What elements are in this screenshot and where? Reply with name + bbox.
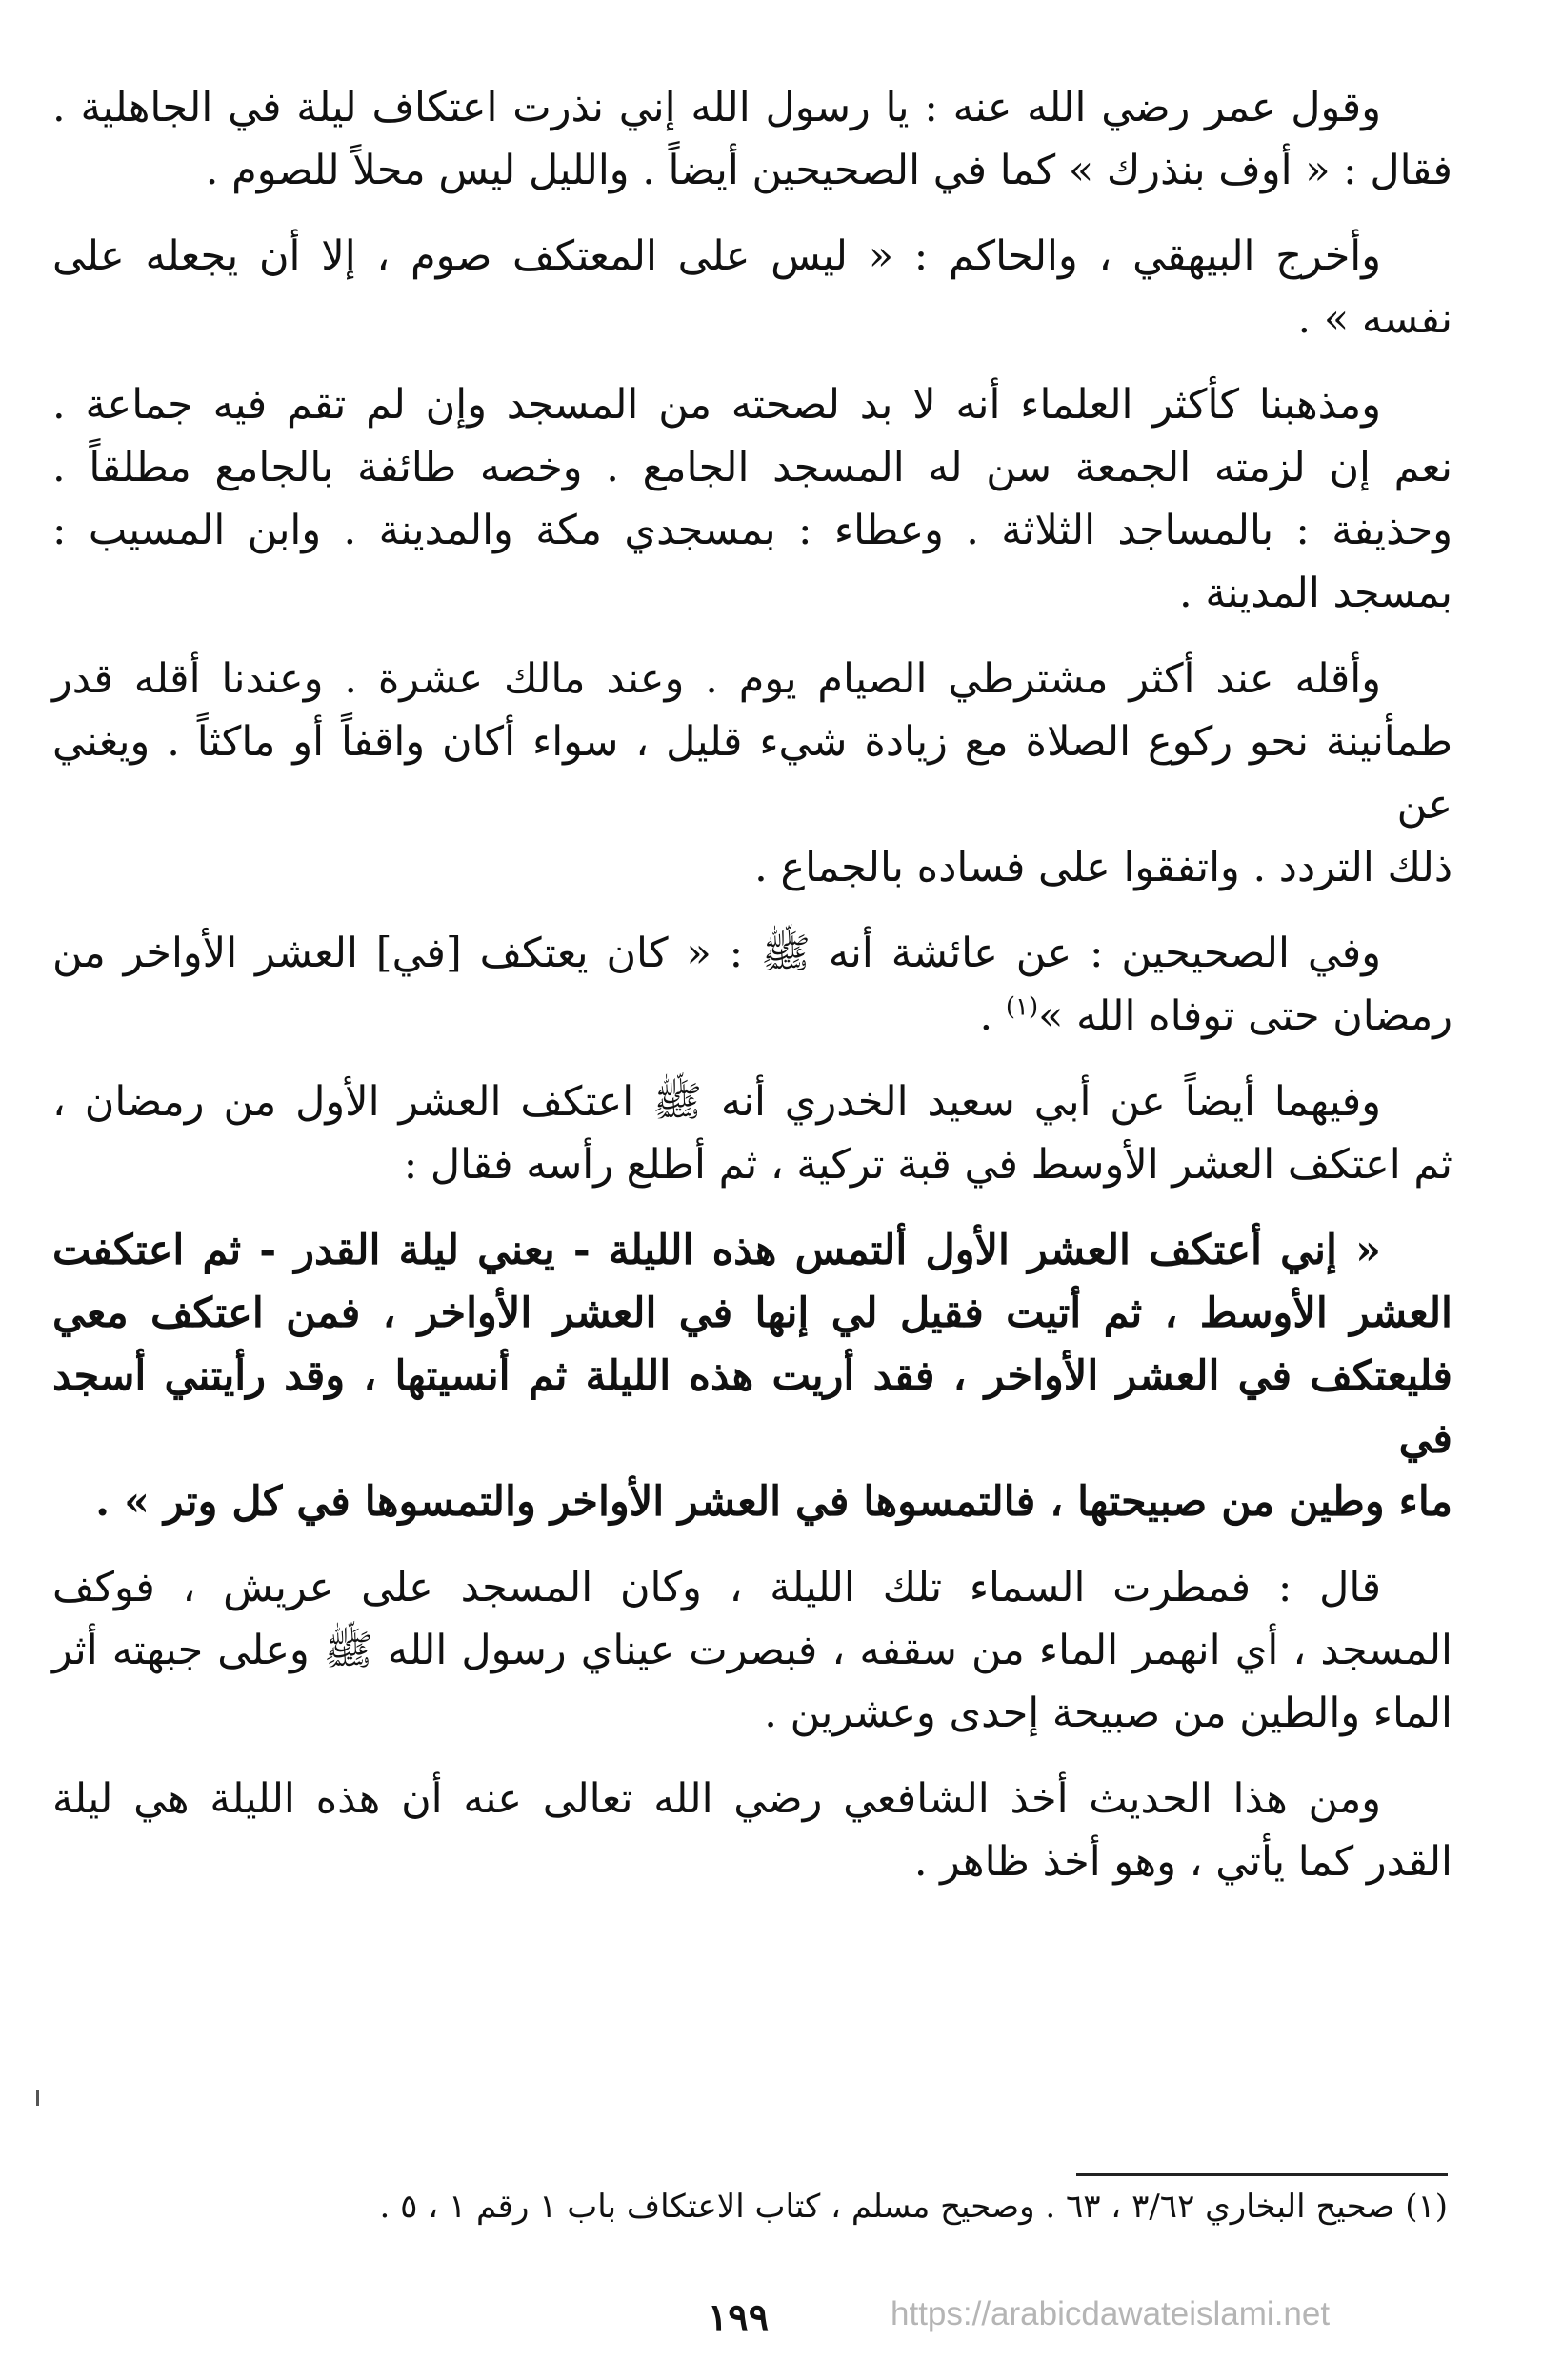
text-line: وفيهما أيضاً عن أبي سعيد الخدري أنه ﷺ اعتكف العشر الأول من رمضان ، (52, 1078, 1381, 1126)
watermark-url: https://arabicdawateislami.net (891, 2295, 1331, 2332)
text-line: فليعتكف في العشر الأواخر ، فقد أريت هذه الليلة ثم أنسيتها ، وقد رأيتني أسجد في (52, 1352, 1452, 1463)
paragraph (52, 1219, 1452, 1533)
paragraph (52, 76, 1452, 202)
text-line: نعم إن لزمته الجمعة سن له المسجد الجامع . وخصه طائفة بالجامع مطلقاً . (52, 444, 1452, 491)
paragraph (52, 922, 1452, 1048)
text-line: « إني أعتكف العشر الأول ألتمس هذه الليلة - يعني ليلة القدر - ثم اعتكفت (52, 1227, 1381, 1274)
text-line: طمأنينة نحو ركوع الصلاة مع زيادة شيء قليل ، سواء أكان واقفاً أو ماكثاً . ويغني عن (52, 718, 1452, 829)
text-line: وأقله عند أكثر مشترطي الصيام يوم . وعند مالك عشرة . وعندنا أقله قدر (52, 655, 1381, 703)
footnote-divider (1076, 2173, 1448, 2176)
text-line: وقول عمر رضي الله عنه : يا رسول الله إني نذرت اعتكاف ليلة في الجاهلية . (52, 84, 1381, 131)
footnote: (١) صحيح البخاري ٣/٦٢ ، ٦٣ . وصحيح مسلم ، كتاب الاعتكاف باب ١ رقم ١ ، ٥ . (379, 2188, 1448, 2226)
footnote-reference: (١) (1005, 992, 1039, 1022)
text-line: قال : فمطرت السماء تلك الليلة ، وكان المسجد على عريش ، فوكف (52, 1564, 1381, 1611)
text-line: المسجد ، أي انهمر الماء من سقفه ، فبصرت عيناي رسول الله ﷺ وعلى جبهته أثر (52, 1627, 1452, 1674)
text-line: وحذيفة : بالمساجد الثلاثة . وعطاء : بمسجدي مكة والمدينة . وابن المسيب : (52, 507, 1452, 554)
text-line: وأخرج البيهقي ، والحاكم : « ليس على المعتكف صوم ، إلا أن يجعله على (52, 232, 1381, 280)
paragraph (52, 1768, 1452, 1893)
paragraph (52, 648, 1452, 899)
text-line: ذلك التردد . واتفقوا على فساده بالجماع . (754, 844, 1452, 891)
paragraph (52, 373, 1452, 625)
paragraph (52, 225, 1452, 350)
line-tail: . (95, 1478, 125, 1526)
text-line: ثم اعتكف العشر الأوسط في قبة تركية ، ثم أطلع رأسه فقال : (403, 1141, 1452, 1189)
text-line: ومن هذا الحديث أخذ الشافعي رضي الله تعالى عنه أن هذه الليلة هي ليلة (52, 1775, 1381, 1823)
text-line: رمضان حتى توفاه الله »$^{(١)}$ . (979, 992, 1452, 1040)
line-tail: . (979, 992, 1006, 1040)
text-line: بمسجد المدينة . (1179, 570, 1452, 617)
paragraph (52, 1070, 1452, 1196)
page-number: ١٩٩ (707, 2295, 770, 2340)
margin-mark (36, 2090, 39, 2106)
text-line: فقال : « أوف بنذرك » كما في الصحيحين أيضاً . والليل ليس محلاً للصوم . (205, 147, 1452, 194)
text-line: وفي الصحيحين : عن عائشة أنه ﷺ : « كان يعتكف [في] العشر الأواخر من (52, 930, 1381, 977)
text-line: ومذهبنا كأكثر العلماء أنه لا بد لصحته من المسجد وإن لم تقم فيه جماعة . (52, 381, 1381, 429)
page-body (52, 76, 1452, 2171)
paragraph (52, 1556, 1452, 1745)
text-line: العشر الأوسط ، ثم أتيت فقيل لي إنها في العشر الأواخر ، فمن اعتكف معي (52, 1290, 1452, 1337)
text-line: ماء وطين من صبيحتها ، فالتمسوها في العشر الأواخر والتمسوها في كل وتر » . (95, 1478, 1452, 1526)
text-line: القدر كما يأتي ، وهو أخذ ظاهر . (913, 1838, 1452, 1886)
text-line: الماء والطين من صبيحة إحدى وعشرين . (764, 1690, 1452, 1737)
text-line: نفسه » . (1297, 295, 1452, 343)
